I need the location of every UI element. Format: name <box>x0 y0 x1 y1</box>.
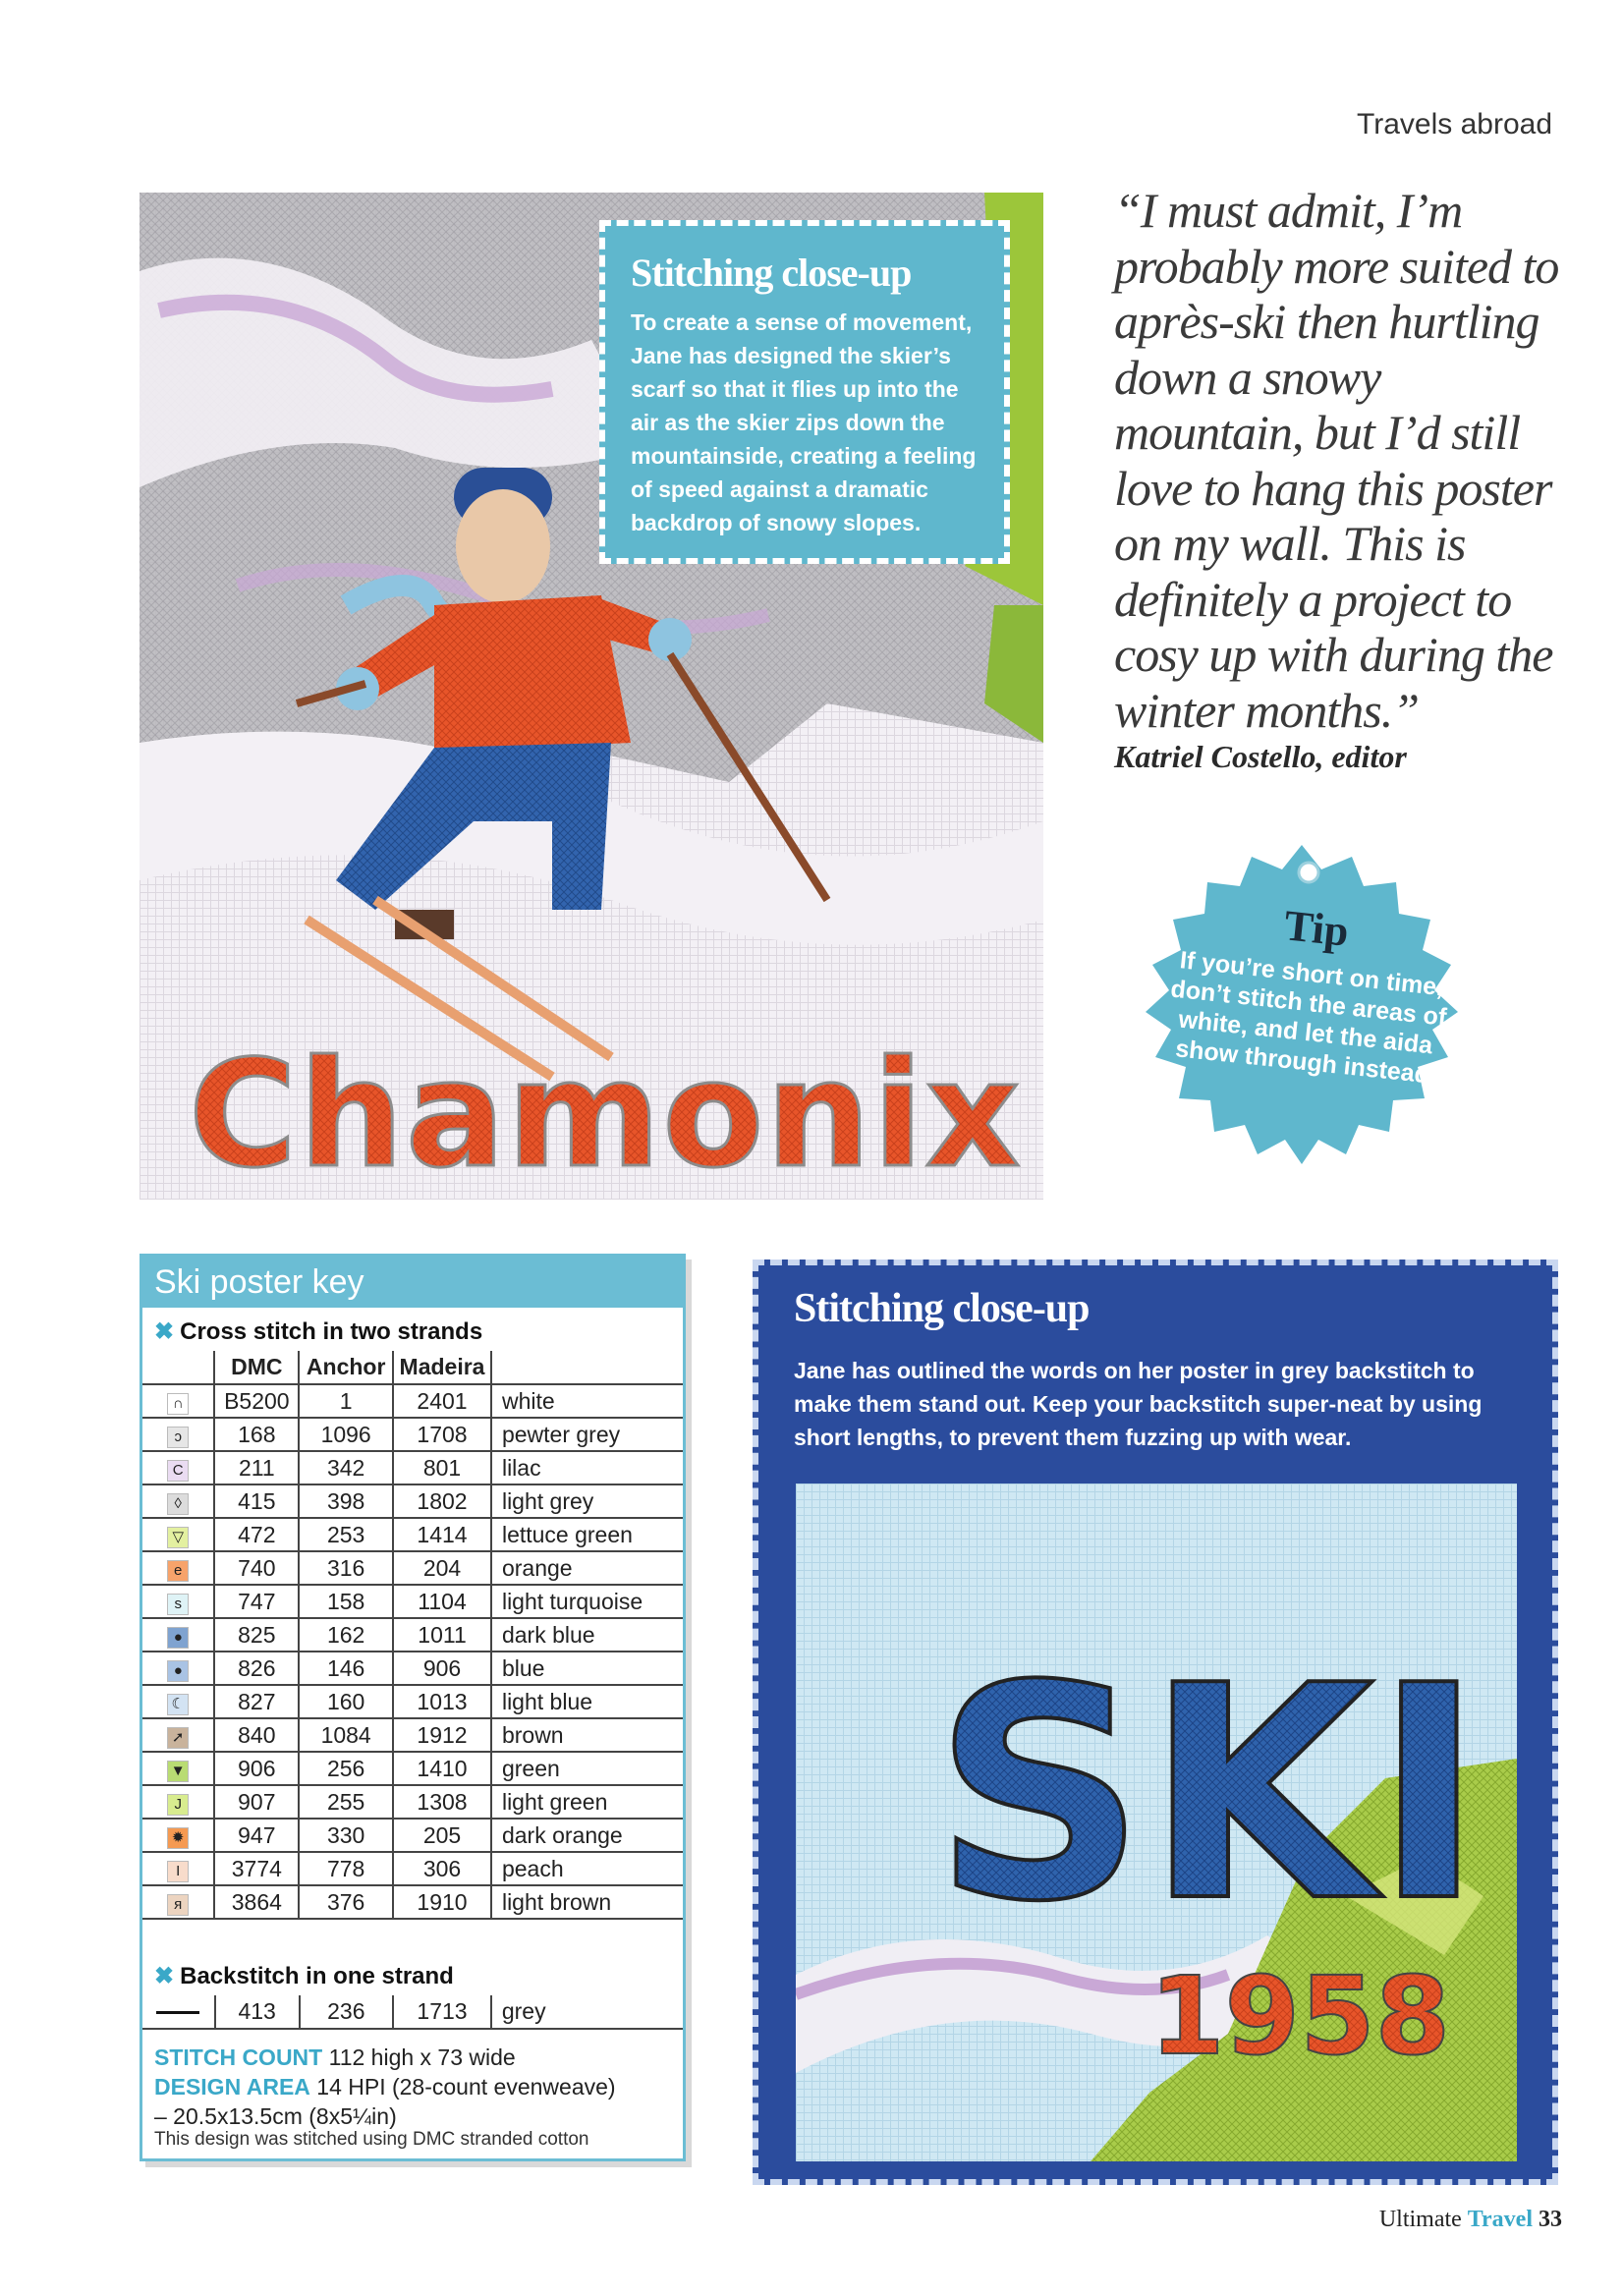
backstitch-heading <box>154 1962 454 1990</box>
stitch-count-line <box>154 2043 675 2072</box>
dmc-col-header: DMC <box>214 1351 299 1384</box>
madeira-col-header: Madeira <box>393 1351 491 1384</box>
madeira-cell: 2401 <box>393 1384 491 1418</box>
design-area-value: 14 HPI (28-count evenweave) <box>316 2074 616 2100</box>
symbol-cell <box>142 1585 214 1618</box>
tip-body: If you’re short on time, don’t stitch the areas of white, and let the aida show through instead <box>1169 946 1448 1090</box>
symbol-cell <box>142 1718 214 1752</box>
anchor-cell: 146 <box>299 1652 393 1685</box>
key-row <box>142 1618 683 1652</box>
year-word: 1958 <box>1149 1953 1451 2079</box>
footer-brand-b: Travel <box>1467 2207 1533 2232</box>
key-row <box>142 1685 683 1718</box>
anchor-cell: 778 <box>299 1852 393 1885</box>
callout-body: To create a sense of movement, Jane has designed the skier’s scarf so that it flies up into the air as the skier zips down the mountainside, creating a feeling of speed against a dramatic backdrop of snowy slopes. <box>631 309 977 535</box>
stitch-symbol-icon: I <box>167 1861 189 1882</box>
cross-icon: ✖ <box>154 1963 175 1989</box>
name-cell: light blue <box>491 1685 683 1718</box>
madeira-cell: 1414 <box>393 1518 491 1551</box>
dmc-cell: 3864 <box>214 1885 299 1919</box>
stitch-symbol-icon: ● <box>167 1660 189 1682</box>
symbol-cell <box>142 1852 214 1885</box>
backstitch-line-icon <box>142 1995 215 2029</box>
stitch-symbol-icon: ◊ <box>167 1493 189 1515</box>
stitch-symbol-icon: ▽ <box>167 1527 189 1548</box>
symbol-cell <box>142 1451 214 1484</box>
name-cell: dark blue <box>491 1618 683 1652</box>
dmc-cell: 947 <box>214 1819 299 1852</box>
tip-content <box>1147 889 1465 1154</box>
madeira-cell: 1104 <box>393 1585 491 1618</box>
anchor-cell: 398 <box>299 1484 393 1518</box>
symbol-cell <box>142 1384 214 1418</box>
backstitch-name: grey <box>491 1995 683 2029</box>
madeira-cell: 906 <box>393 1652 491 1685</box>
name-cell: orange <box>491 1551 683 1585</box>
key-footnote: This design was stitched using DMC stranded cotton <box>154 2129 589 2150</box>
key-row <box>142 1852 683 1885</box>
symbol-cell <box>142 1685 214 1718</box>
madeira-cell: 1308 <box>393 1785 491 1819</box>
stitch-symbol-icon: ☾ <box>167 1694 189 1715</box>
backstitch-table <box>142 1995 683 2030</box>
madeira-cell: 1410 <box>393 1752 491 1785</box>
anchor-cell: 1096 <box>299 1418 393 1451</box>
name-col-header <box>491 1351 683 1384</box>
cross-icon: ✖ <box>154 1318 175 1345</box>
symbol-cell <box>142 1885 214 1919</box>
stitch-symbol-icon: J <box>167 1794 189 1816</box>
key-row <box>142 1585 683 1618</box>
dmc-cell: 211 <box>214 1451 299 1484</box>
name-cell: lettuce green <box>491 1518 683 1551</box>
key-row <box>142 1652 683 1685</box>
stitch-symbol-icon: ● <box>167 1627 189 1649</box>
quote-author: Katriel Costello, editor <box>1114 739 1407 774</box>
dmc-cell: 826 <box>214 1652 299 1685</box>
ski-word: SKI <box>933 1623 1484 1966</box>
anchor-cell: 1 <box>299 1384 393 1418</box>
thread-key-table <box>142 1351 683 1920</box>
dmc-cell: 827 <box>214 1685 299 1718</box>
ski-illustration <box>796 1484 1517 2161</box>
key-row <box>142 1752 683 1785</box>
backstitch-anchor: 236 <box>300 1995 394 2029</box>
madeira-cell: 1011 <box>393 1618 491 1652</box>
page-number: 33 <box>1539 2207 1562 2232</box>
madeira-cell: 1013 <box>393 1685 491 1718</box>
key-body <box>142 1384 683 1919</box>
symbol-cell <box>142 1418 214 1451</box>
tip-title: Tip <box>1281 901 1351 956</box>
anchor-cell: 330 <box>299 1819 393 1852</box>
madeira-cell: 1802 <box>393 1484 491 1518</box>
symbol-cell <box>142 1618 214 1652</box>
name-cell: pewter grey <box>491 1418 683 1451</box>
stitch-symbol-icon: ➚ <box>167 1727 189 1749</box>
dmc-cell: 740 <box>214 1551 299 1585</box>
key-row <box>142 1785 683 1819</box>
dmc-cell: 472 <box>214 1518 299 1551</box>
stitch-symbol-icon: ↄ <box>167 1427 189 1448</box>
madeira-cell: 205 <box>393 1819 491 1852</box>
dmc-cell: B5200 <box>214 1384 299 1418</box>
key-row <box>142 1551 683 1585</box>
name-cell: dark orange <box>491 1819 683 1852</box>
name-cell: peach <box>491 1852 683 1885</box>
symbol-cell <box>142 1551 214 1585</box>
cross-stitch-heading <box>154 1317 482 1346</box>
anchor-cell: 162 <box>299 1618 393 1652</box>
symbol-cell <box>142 1752 214 1785</box>
stitch-symbol-icon: ✹ <box>167 1827 189 1849</box>
symbol-cell <box>142 1518 214 1551</box>
dmc-cell: 168 <box>214 1418 299 1451</box>
panel-body: Jane has outlined the words on her poster in grey backstitch to make them stand out. Keep your backstitch super-neat by using short lengths, to prevent them fuzzing up with wear. <box>794 1358 1483 1450</box>
stitching-closeup-callout <box>599 220 1010 564</box>
backstitch-madeira: 1713 <box>393 1995 491 2029</box>
footer-brand-a: Ultimate <box>1378 2207 1462 2232</box>
name-cell: light brown <box>491 1885 683 1919</box>
stitch-count-label: STITCH COUNT <box>154 2044 323 2070</box>
dmc-cell: 3774 <box>214 1852 299 1885</box>
madeira-cell: 801 <box>393 1451 491 1484</box>
backstitch-heading-text: Backstitch in one strand <box>180 1963 454 1989</box>
anchor-col-header: Anchor <box>299 1351 393 1384</box>
anchor-cell: 253 <box>299 1518 393 1551</box>
dmc-cell: 747 <box>214 1585 299 1618</box>
symbol-cell <box>142 1785 214 1819</box>
anchor-cell: 1084 <box>299 1718 393 1752</box>
stitch-count-value: 112 high x 73 wide <box>328 2044 516 2070</box>
key-row <box>142 1384 683 1418</box>
anchor-cell: 316 <box>299 1551 393 1585</box>
anchor-cell: 256 <box>299 1752 393 1785</box>
anchor-cell: 342 <box>299 1451 393 1484</box>
symbol-col-header <box>142 1351 214 1384</box>
key-row <box>142 1885 683 1919</box>
dmc-cell: 825 <box>214 1618 299 1652</box>
stitch-symbol-icon: ∩ <box>167 1393 189 1415</box>
design-area-line <box>154 2072 675 2101</box>
dmc-cell: 840 <box>214 1718 299 1752</box>
key-row <box>142 1484 683 1518</box>
key-row <box>142 1451 683 1484</box>
key-row <box>142 1418 683 1451</box>
name-cell: light green <box>491 1785 683 1819</box>
anchor-cell: 158 <box>299 1585 393 1618</box>
anchor-cell: 160 <box>299 1685 393 1718</box>
madeira-cell: 204 <box>393 1551 491 1585</box>
callout-title: Stitching close-up <box>631 251 912 295</box>
stitch-stats <box>154 2043 675 2131</box>
name-cell: blue <box>491 1652 683 1685</box>
page-footer <box>1356 2207 1562 2233</box>
design-area-label: DESIGN AREA <box>154 2074 310 2100</box>
name-cell: green <box>491 1752 683 1785</box>
symbol-cell <box>142 1652 214 1685</box>
dmc-cell: 907 <box>214 1785 299 1819</box>
ski-stitch-photo <box>796 1484 1517 2161</box>
stitch-symbol-icon: e <box>167 1560 189 1582</box>
anchor-cell: 376 <box>299 1885 393 1919</box>
key-row <box>142 1518 683 1551</box>
name-cell: light turquoise <box>491 1585 683 1618</box>
backstitch-closeup-panel <box>753 1260 1558 2185</box>
key-row <box>142 1819 683 1852</box>
section-label: Travels abroad <box>1357 108 1552 140</box>
madeira-cell: 1912 <box>393 1718 491 1752</box>
anchor-cell: 255 <box>299 1785 393 1819</box>
stitch-symbol-icon: C <box>167 1460 189 1482</box>
madeira-cell: 1708 <box>393 1418 491 1451</box>
stitch-symbol-icon: ᴙ <box>167 1894 189 1916</box>
cross-stitch-heading-text: Cross stitch in two strands <box>180 1318 483 1345</box>
key-header-row <box>142 1351 683 1384</box>
key-row <box>142 1718 683 1752</box>
hang-hole-icon <box>1299 863 1318 882</box>
symbol-cell <box>142 1819 214 1852</box>
name-cell: white <box>491 1384 683 1418</box>
name-cell: lilac <box>491 1451 683 1484</box>
name-cell: light grey <box>491 1484 683 1518</box>
key-title: Ski poster key <box>142 1257 683 1308</box>
symbol-cell <box>142 1484 214 1518</box>
chamonix-word: Chamonix <box>189 1030 1023 1200</box>
backstitch-row <box>142 1995 683 2029</box>
ski-poster-key <box>140 1254 686 2161</box>
backstitch-dmc: 413 <box>215 1995 300 2029</box>
design-area-size: – 20.5x13.5cm (8x5¼in) <box>154 2103 397 2129</box>
stitch-symbol-icon: ▼ <box>167 1761 189 1782</box>
madeira-cell: 306 <box>393 1852 491 1885</box>
madeira-cell: 1910 <box>393 1885 491 1919</box>
stitch-symbol-icon: s <box>167 1594 189 1615</box>
dmc-cell: 906 <box>214 1752 299 1785</box>
editor-quote: “I must admit, I’m probably more suited to après-ski then hurtling down a snowy mountain, but I’d still love to hang this poster on my wall. This is definitely a project to cosy up with during the winter months.” <box>1114 183 1559 738</box>
panel-title: Stitching close-up <box>794 1286 1090 1331</box>
name-cell: brown <box>491 1718 683 1752</box>
dmc-cell: 415 <box>214 1484 299 1518</box>
